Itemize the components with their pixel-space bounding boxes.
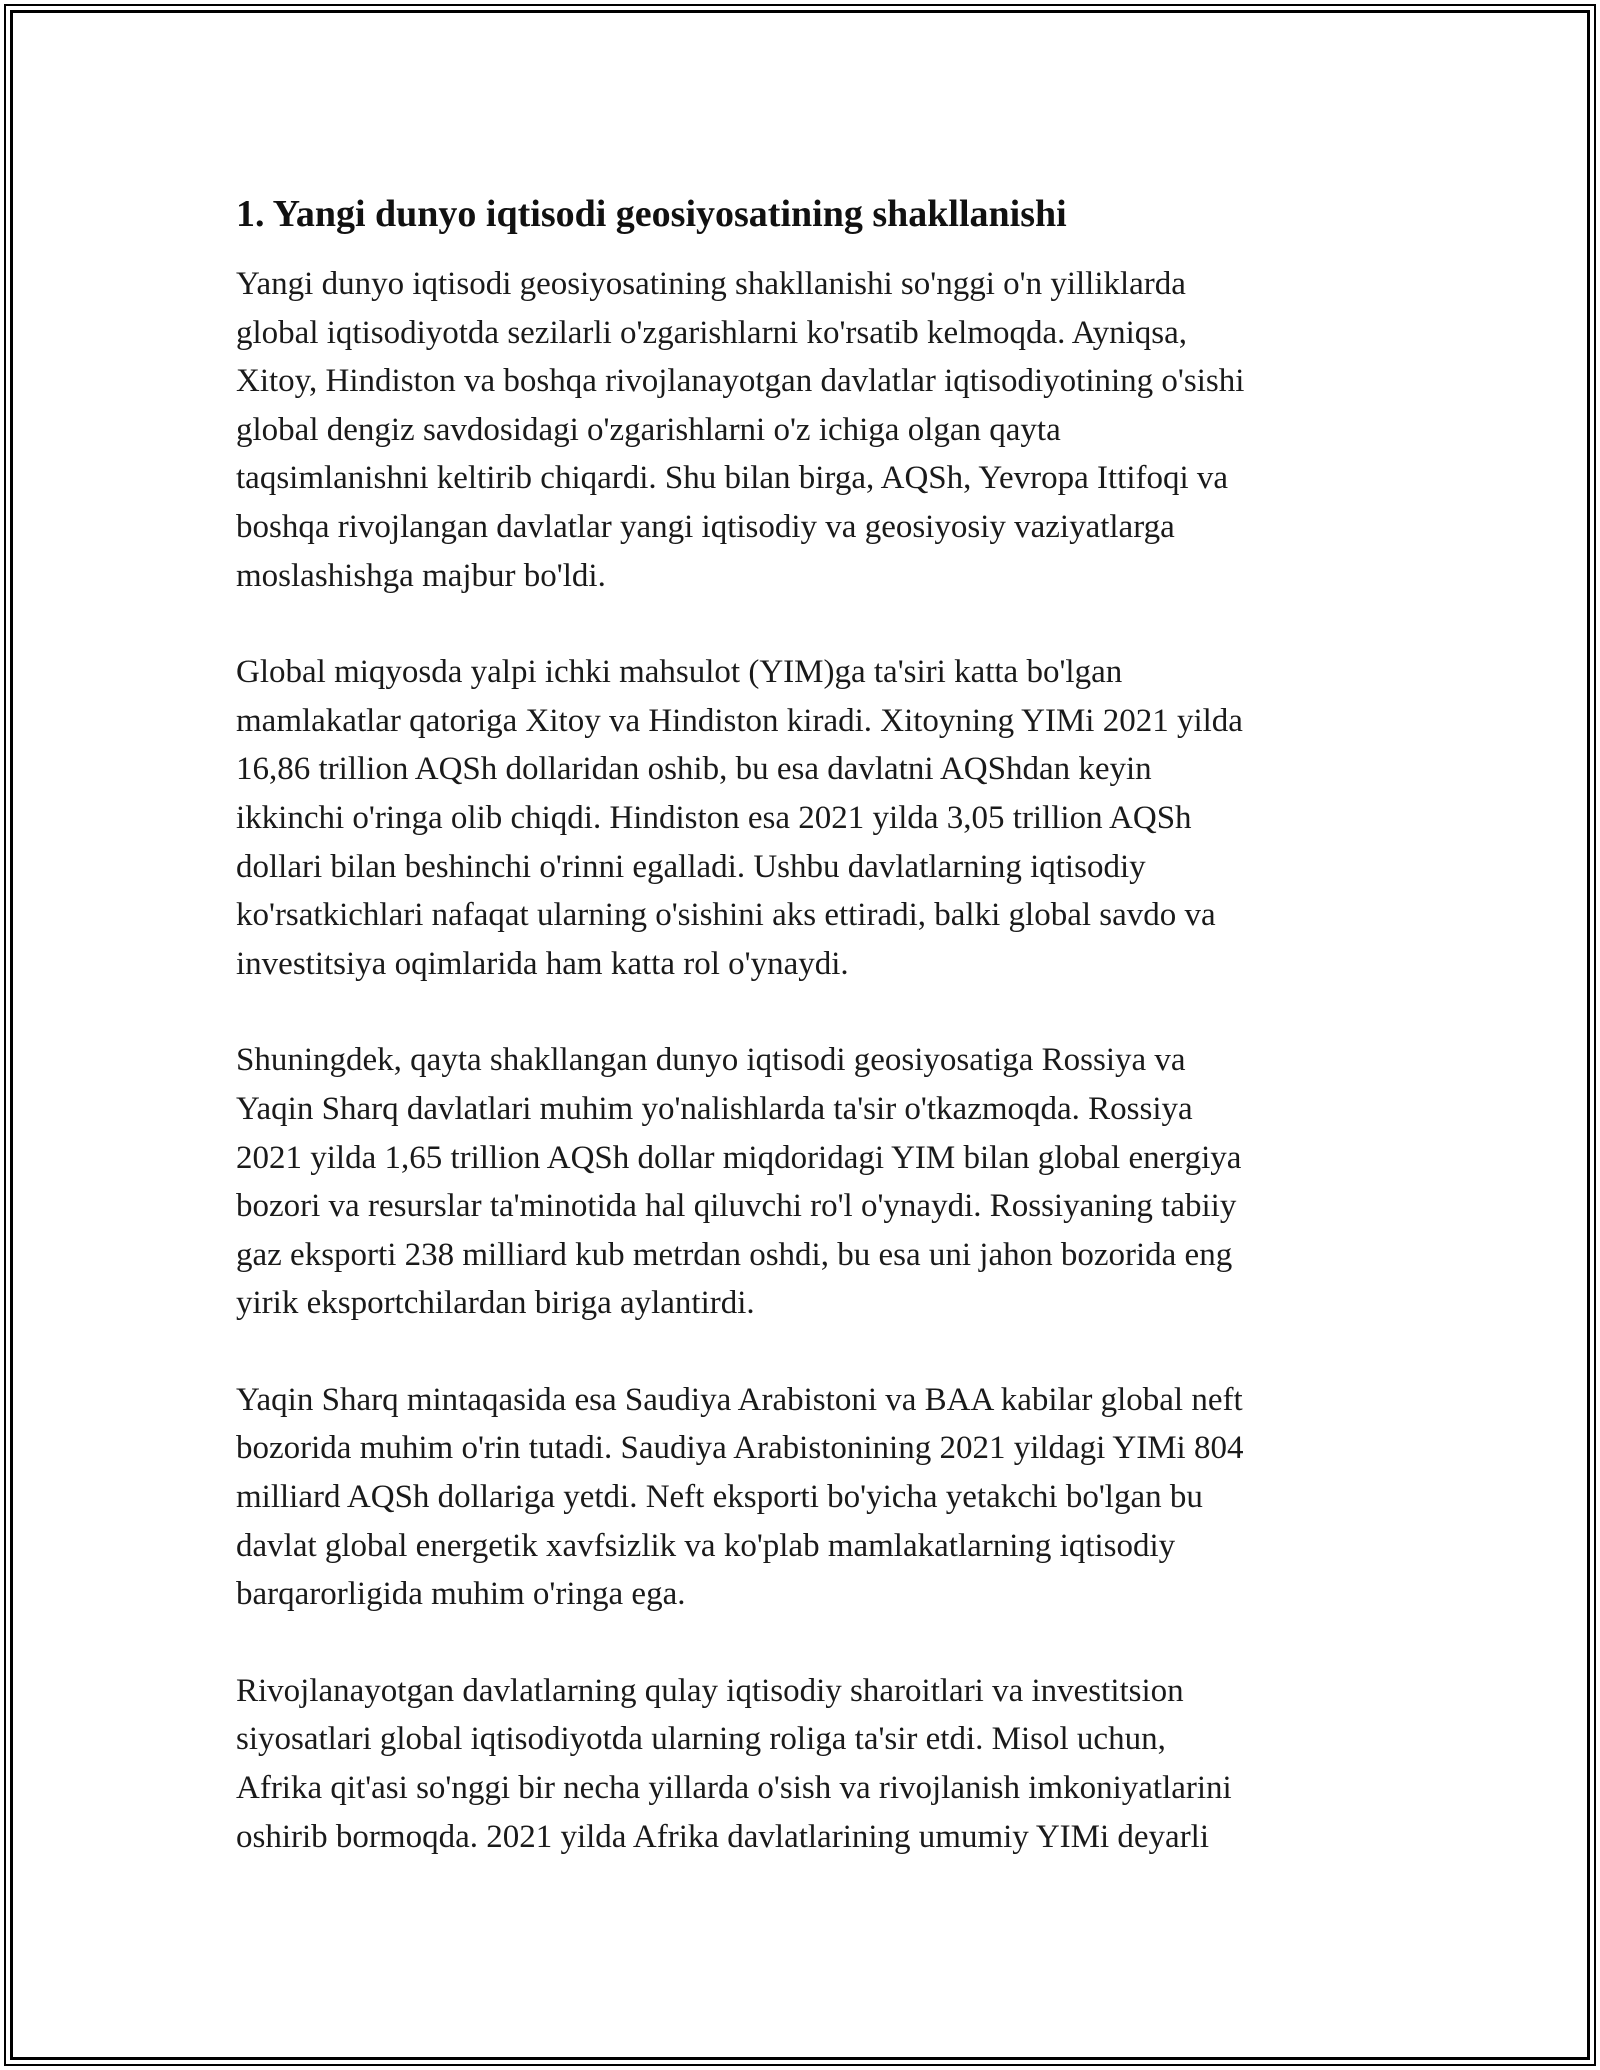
paragraph-line: Rivojlanayotgan davlatlarning qulay iqtisodiy sharoitlari va investitsion [236,1672,1184,1709]
paragraph-line: Yaqin Sharq davlatlari muhim yo'nalishlarda ta'sir o'tkazmoqda. Rossiya [236,1090,1193,1127]
paragraph-line: bozori va resurslar ta'minotida hal qiluvchi ro'l o'ynaydi. Rossiyaning tabiiy [236,1188,1237,1225]
paragraph-line: global dengiz savdosidagi o'zgarishlarni o'z ichiga olgan qayta [236,411,1061,448]
section-heading: 1. Yangi dunyo iqtisodi geosiyosatining shakllanishi [236,193,1067,235]
paragraph-line: 2021 yilda 1,65 trillion AQSh dollar miqdoridagi YIM bilan global energiya [236,1139,1242,1176]
paragraph-line: ikkinchi o'ringa olib chiqdi. Hindiston esa 2021 yilda 3,05 trillion AQSh [236,799,1192,836]
paragraph-line: ko'rsatkichlari nafaqat ularning o'sishini aks ettiradi, balki global savdo va [236,897,1216,934]
paragraph-line: oshirib bormoqda. 2021 yilda Afrika davlatlarining umumiy YIMi deyarli [236,1818,1210,1855]
paragraph-line: Yangi dunyo iqtisodi geosiyosatining shakllanishi so'nggi o'n yilliklarda [236,266,1186,302]
paragraph-line: Yaqin Sharq mintaqasida esa Saudiya Arabistoni va BAA kabilar global neft [236,1381,1243,1418]
paragraph-line: boshqa rivojlangan davlatlar yangi iqtisodiy va geosiyosiy vaziyatlarga [236,508,1175,545]
paragraph-line: taqsimlanishni keltirib chiqardi. Shu bilan birga, AQSh, Yevropa Ittifoqi va [236,460,1229,497]
paragraph-line: mamlakatlar qatoriga Xitoy va Hindiston kiradi. Xitoyning YIMi 2021 yilda [236,702,1243,739]
paragraph-line: bozorida muhim o'rin tutadi. Saudiya Arabistonining 2021 yildagi YIMi 804 [236,1430,1244,1467]
paragraph-line: 16,86 trillion AQSh dollaridan oshib, bu esa davlatni AQShdan keyin [236,751,1152,788]
paragraph-line: global iqtisodiyotda sezilarli o'zgarishlarni ko'rsatib kelmoqda. Ayniqsa, [236,314,1188,351]
paragraph-line: Global miqyosda yalpi ichki mahsulot (YIM)ga ta'siri katta bo'lgan [236,654,1123,691]
paragraph-line: moslashishga majbur bo'ldi. [236,557,606,594]
paragraph-line: milliard AQSh dollariga yetdi. Neft eksporti bo'yicha yetakchi bo'lgan bu [236,1479,1203,1516]
paragraph-line: gaz eksporti 238 milliard kub metrdan oshdi, bu esa uni jahon bozorida eng [236,1236,1233,1273]
paragraph-3 [236,1036,1416,1328]
paragraph-2 [236,648,1416,988]
paragraph-line: davlat global energetik xavfsizlik va ko'plab mamlakatlarning iqtisodiy [236,1527,1176,1564]
paragraph-line: Shuningdek, qayta shakllangan dunyo iqtisodi geosiyosatiga Rossiya va [236,1042,1186,1079]
paragraph-line: barqarorligida muhim o'ringa ega. [236,1576,686,1613]
paragraph-4 [236,1376,1416,1619]
paragraph-line: yirik eksportchilardan biriga aylantirdi. [236,1285,755,1322]
paragraph-line: investitsiya oqimlarida ham katta rol o'ynaydi. [236,945,849,982]
paragraph-5 [236,1667,1416,1861]
paragraph-line: Afrika qit'asi so'nggi bir necha yillarda o'sish va rivojlanish imkoniyatlarini [236,1770,1232,1807]
document-body [236,188,1416,1909]
paragraph-line: dollari bilan beshinchi o'rinni egalladi. Ushbu davlatlarning iqtisodiy [236,848,1146,885]
paragraph-line: siyosatlari global iqtisodiyotda ularning roliga ta'sir etdi. Misol uchun, [236,1721,1166,1758]
paragraph-line: Xitoy, Hindiston va boshqa rivojlanayotgan davlatlar iqtisodiyotining o'sishi [236,363,1245,400]
paragraph-1 [236,260,1416,600]
